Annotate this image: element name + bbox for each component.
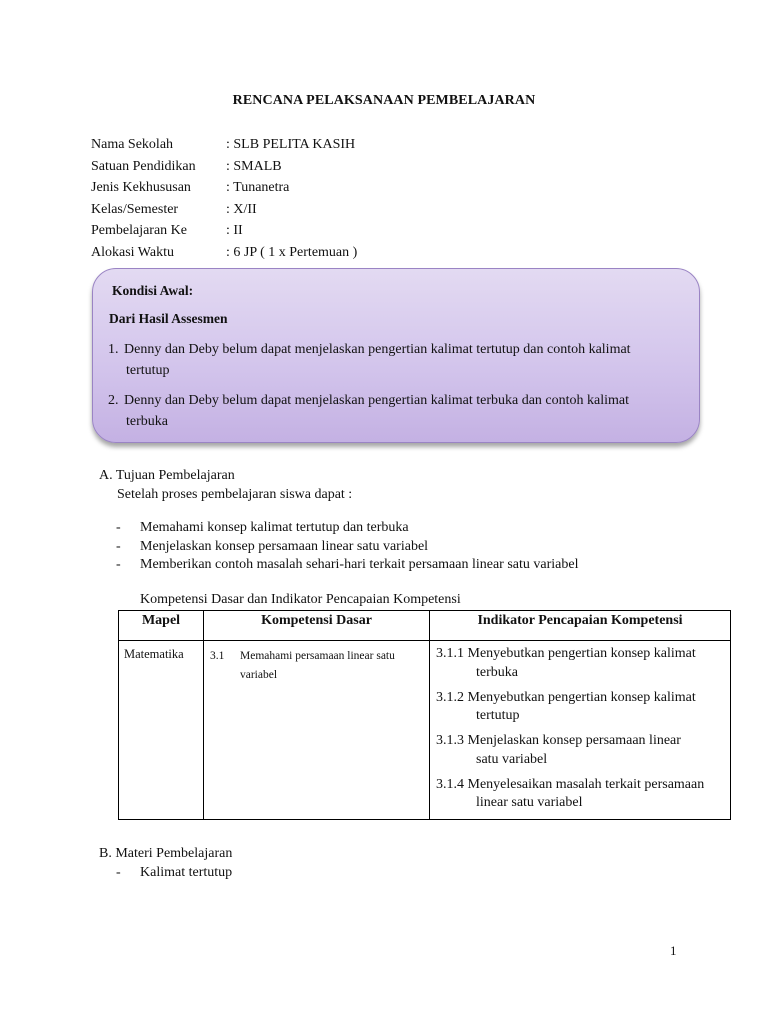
identity-row-class	[91, 199, 357, 221]
identity-block	[91, 134, 357, 264]
indicator-item	[436, 732, 724, 769]
identity-value: : II	[226, 223, 243, 239]
kondisi-item-text: Denny dan Deby belum dapat menjelaskan pengertian kalimat terbuka dan contoh kalimat	[124, 393, 629, 408]
header-indikator: Indikator Pencapaian Kompetensi	[430, 611, 731, 641]
header-mapel: Mapel	[119, 611, 204, 641]
bullet-dash: -	[116, 520, 121, 535]
cell-kompetensi-dasar	[204, 641, 430, 820]
header-kompetensi-dasar: Kompetensi Dasar	[204, 611, 430, 641]
list-item	[116, 519, 578, 538]
kondisi-item	[108, 339, 688, 381]
list-item-text: Menjelaskan konsep persamaan linear satu variabel	[140, 538, 429, 554]
kondisi-item-continuation: tertutup	[126, 363, 170, 378]
kondisi-subheading: Dari Hasil Assesmen	[109, 311, 228, 326]
kd-number: 3.1	[210, 650, 225, 662]
bullet-dash: -	[116, 557, 121, 572]
identity-value: : SLB PELITA KASIH	[226, 137, 356, 152]
indicator-continuation: linear satu variabel	[476, 795, 583, 810]
cell-mapel: Matematika	[119, 641, 204, 820]
indicator-item	[436, 776, 724, 813]
list-item	[116, 556, 578, 575]
cell-indikator	[430, 641, 731, 820]
indicator-text: 3.1.3 Menjelaskan konsep persamaan linear	[436, 733, 681, 748]
list-item-text: Memahami konsep kalimat tertutup dan terbuka	[140, 520, 409, 535]
identity-row-school	[91, 134, 357, 156]
indicator-item	[436, 689, 724, 726]
kondisi-item-continuation: terbuka	[126, 414, 168, 429]
list-item	[116, 538, 578, 557]
objectives-list	[116, 519, 578, 575]
kd-text: Memahami persamaan linear satu	[240, 650, 395, 662]
identity-value: : SMALB	[226, 158, 282, 174]
section-b-heading: B. Materi Pembelajaran	[99, 846, 233, 861]
indicator-continuation: satu variabel	[476, 751, 548, 767]
page-number: 1	[670, 943, 677, 958]
bullet-dash: -	[116, 538, 121, 554]
table-header-row	[119, 611, 731, 641]
list-item	[116, 865, 232, 881]
identity-label: Pembelajaran Ke	[91, 223, 188, 239]
kondisi-item-number: 1.	[108, 342, 119, 357]
section-a-intro: Setelah proses pembelajaran siswa dapat :	[117, 487, 353, 502]
indicator-text: 3.1.2 Menyebutkan pengertian konsep kalimat	[436, 689, 696, 705]
table-row	[119, 641, 731, 820]
identity-value: : Tunanetra	[226, 180, 290, 196]
kondisi-item-number: 2.	[108, 393, 119, 408]
identity-row-specialty	[91, 177, 357, 199]
identity-label: Kelas/Semester	[91, 201, 179, 217]
competency-table	[118, 610, 731, 820]
kondisi-heading: Kondisi Awal:	[112, 283, 194, 298]
section-a-heading: A. Tujuan Pembelajaran	[99, 468, 235, 483]
list-item-text: Memberikan contoh masalah sehari-hari terkait persamaan linear satu variabel	[140, 557, 579, 572]
indicator-text: 3.1.1 Menyebutkan pengertian konsep kalimat	[436, 646, 696, 661]
kondisi-awal-box	[92, 268, 700, 443]
identity-label: Nama Sekolah	[91, 137, 174, 152]
kd-text-continuation: variabel	[240, 669, 278, 681]
document-title: RENCANA PELAKSANAAN PEMBELAJARAN	[232, 93, 536, 108]
kondisi-item	[108, 390, 688, 432]
list-item-text: Kalimat tertutup	[140, 865, 233, 880]
indicator-text: 3.1.4 Menyelesaikan masalah terkait persamaan	[436, 776, 705, 792]
indicator-item	[436, 645, 724, 682]
identity-row-unit	[91, 156, 357, 178]
identity-value: : 6 JP ( 1 x Pertemuan )	[226, 244, 358, 260]
identity-label: Satuan Pendidikan	[91, 158, 196, 174]
identity-label: Jenis Kekhususan	[91, 180, 191, 196]
identity-value: : X/II	[226, 201, 257, 217]
indicator-continuation: terbuka	[476, 664, 518, 680]
identity-label: Alokasi Waktu	[91, 244, 174, 260]
bullet-dash: -	[116, 865, 121, 880]
indicator-continuation: tertutup	[476, 708, 520, 723]
identity-row-time	[91, 242, 357, 264]
kd-table-caption: Kompetensi Dasar dan Indikator Pencapaian Kompetensi	[140, 592, 461, 607]
kondisi-item-text: Denny dan Deby belum dapat menjelaskan pengertian kalimat tertutup dan contoh kalimat	[124, 342, 631, 357]
identity-row-lesson	[91, 220, 357, 242]
